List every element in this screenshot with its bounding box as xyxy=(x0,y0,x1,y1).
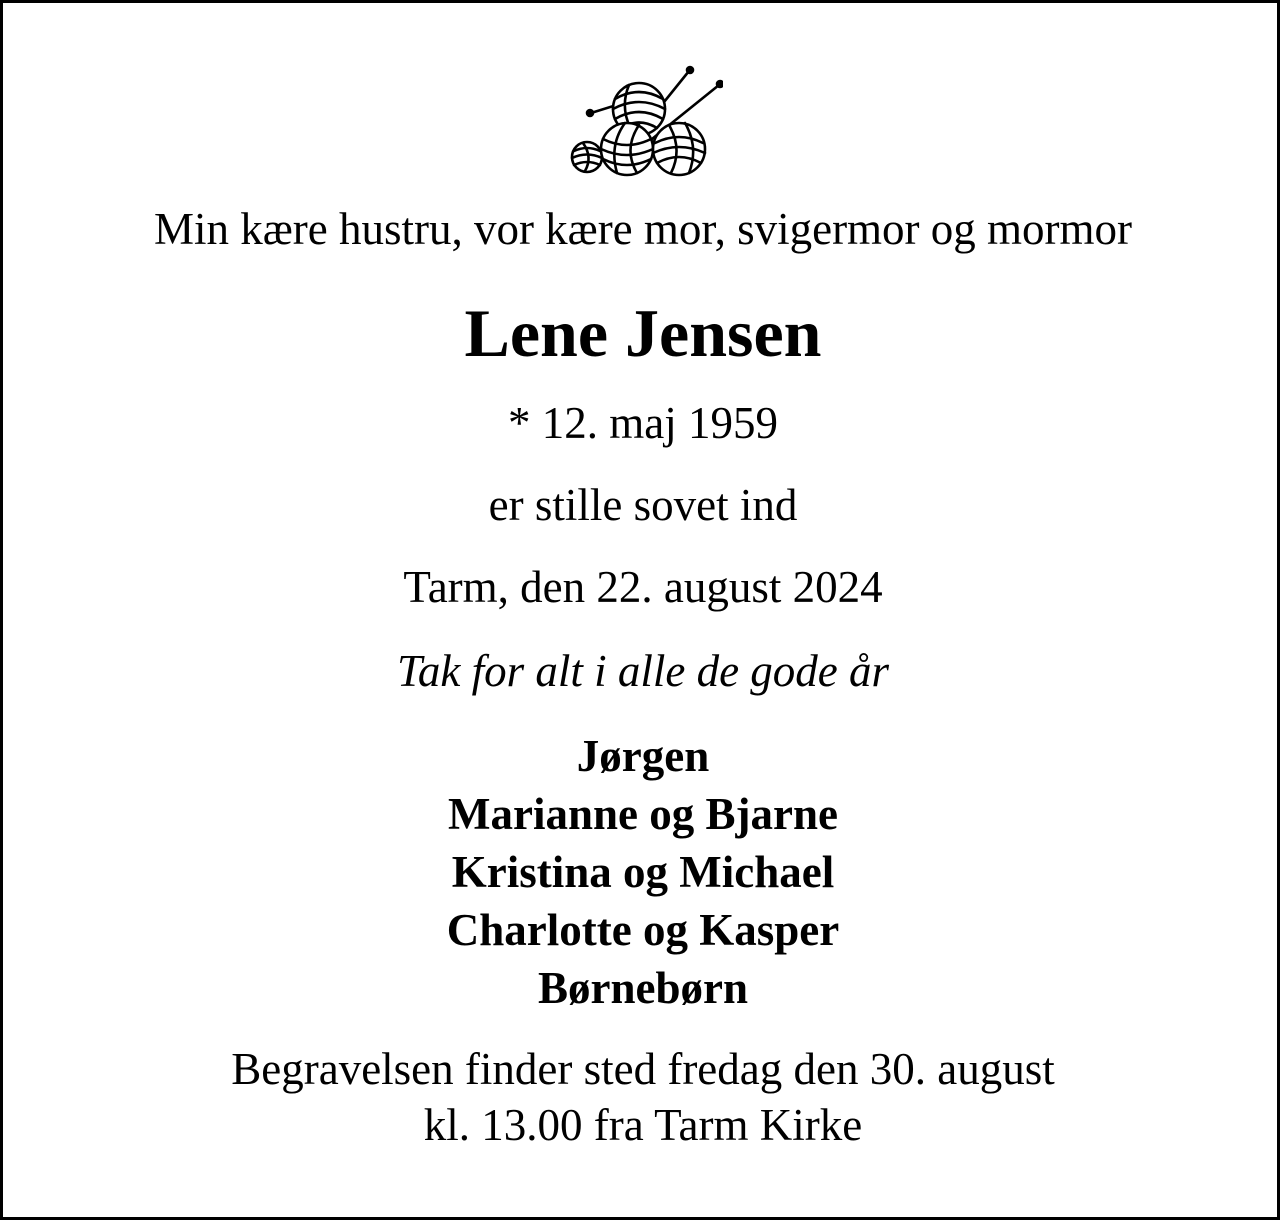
thanks-text: Tak for alt i alle de gode år xyxy=(396,646,890,696)
family-member: Marianne og Bjarne xyxy=(448,789,838,839)
family-member: Charlotte og Kasper xyxy=(446,905,840,955)
yarn-balls-knitting-needles-icon xyxy=(563,65,723,177)
passed-text: er stille sovet ind xyxy=(488,480,798,530)
funeral-info xyxy=(3,1041,1280,1153)
place-and-date: Tarm, den 22. august 2024 xyxy=(403,562,883,612)
birth-date: * 12. maj 1959 xyxy=(508,398,778,448)
intro-text: Min kære hustru, vor kære mor, svigermor og mormor xyxy=(153,204,1133,254)
funeral-line: kl. 13.00 fra Tarm Kirke xyxy=(423,1100,863,1150)
family-member: Jørgen xyxy=(576,731,710,781)
family-list xyxy=(3,727,1280,1017)
family-member: Kristina og Michael xyxy=(451,847,835,897)
funeral-line: Begravelsen finder sted fredag den 30. august xyxy=(231,1044,1055,1094)
family-member: Børnebørn xyxy=(537,963,748,1013)
deceased-name: Lene Jensen xyxy=(464,295,822,371)
